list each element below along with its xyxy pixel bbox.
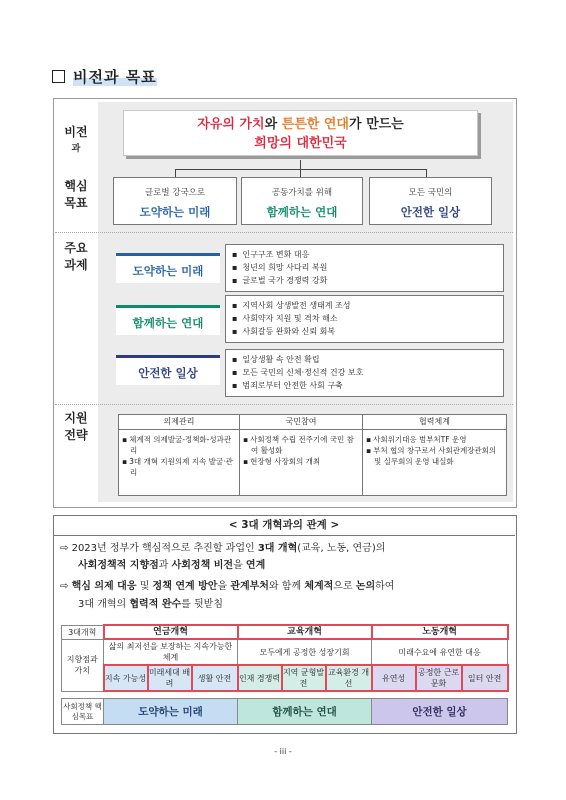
reform-value: 교육환경 개선 bbox=[326, 665, 372, 691]
reform-aim: 삶의 최저선을 보장하는 지속가능한 체계 bbox=[104, 639, 238, 665]
support-col-agenda: 의제관리 ▪ 체계적 의제발굴-정책화-성과관리 ▪ 3대 개혁 지원의제 지속 발굴·관리 bbox=[119, 415, 240, 495]
section-heading bbox=[52, 66, 157, 87]
divider bbox=[55, 232, 513, 233]
task-list-future: ▪ 인구구조 변화 대응 ▪ 청년의 희망 사다리 복원 ▪ 글로벌 국가 경쟁력 강화 bbox=[225, 244, 504, 292]
reform-pension: 연금개혁 bbox=[104, 625, 238, 639]
arrow-icon: ⇨ bbox=[60, 581, 69, 592]
social-goal-future: 도약하는 미래 bbox=[104, 699, 238, 725]
relation-bullet-2-cont: 3대 개혁의 협력적 완수를 뒷받침 bbox=[78, 599, 223, 610]
vision-box: 자유의 가치와 튼튼한 연대가 만드는 희망의 대한민국 bbox=[123, 110, 478, 156]
page-number: - iii - bbox=[274, 747, 292, 756]
support-col-cooperation: 협력체계 ▪ 사회위기대응 범부처TF 운영 ▪ 부처 협의 창구로서 사회관계장관회의 및 실무회의 운영 내실화 bbox=[363, 415, 506, 495]
relation-bullet-2: ⇨ 핵심 의제 대응 및 정책 연계 방안을 관계부처와 함께 체계적으로 논의하여 bbox=[60, 581, 395, 592]
connector-line bbox=[300, 160, 301, 169]
reform-aim: 미래수요에 유연한 대응 bbox=[372, 639, 508, 665]
goal-box-future: 글로벌 강국으로 도약하는 미래 bbox=[113, 177, 237, 225]
relation-title: < 3대 개혁과의 관계 > bbox=[53, 515, 515, 536]
row-label-goals: 핵심 목표 bbox=[64, 179, 88, 210]
reform-value: 미래세대 배려 bbox=[148, 665, 192, 691]
reform-labor: 노동개혁 bbox=[372, 625, 508, 639]
task-head-future: 도약하는 미래 bbox=[116, 253, 220, 283]
reform-table bbox=[61, 624, 509, 692]
reform-aim: 모두에게 공정한 성장기회 bbox=[238, 639, 372, 665]
task-list-solidarity: ▪ 지역사회 상생발전 생태계 조성 ▪ 사회약자 지원 및 격차 해소 ▪ 사회갈등 완화와 신뢰 회복 bbox=[225, 295, 504, 343]
reform-value: 인재 경쟁력 bbox=[238, 665, 282, 691]
connector-line bbox=[300, 169, 301, 177]
relation-bullet-1: ⇨ 2023년 정부가 핵심적으로 추진할 과업인 3대 개혁(교육, 노동, 연금)의 bbox=[60, 543, 386, 554]
row-label-tasks: 주요 과제 bbox=[64, 241, 88, 272]
social-goal-table bbox=[61, 698, 508, 725]
reform-value: 생활 안전 bbox=[192, 665, 238, 691]
social-goal-solidarity: 함께하는 연대 bbox=[238, 699, 372, 725]
goal-box-solidarity: 공동가치를 위해 함께하는 연대 bbox=[241, 177, 363, 225]
reform-row-head: 지향점과 가치 bbox=[62, 639, 104, 691]
social-goal-head: 사회정책 핵심목표 bbox=[62, 699, 104, 725]
vision-text-line2: 희망의 대한민국 bbox=[254, 136, 347, 151]
support-table bbox=[118, 414, 507, 496]
divider bbox=[55, 404, 513, 405]
task-list-safety: ▪ 일상생활 속 안전 확립 ▪ 모든 국민의 신체·정신적 건강 보호 ▪ 범죄로부터 안전한 사회 구축 bbox=[225, 349, 504, 397]
checkbox-square-icon bbox=[52, 70, 65, 83]
reform-value: 유연성 bbox=[372, 665, 416, 691]
reform-value: 공정한 근로문화 bbox=[416, 665, 462, 691]
vision-text-freedom: 자유의 가치 bbox=[197, 117, 265, 132]
connector-line bbox=[175, 169, 176, 177]
row-label-vision: 비전 과 bbox=[64, 125, 88, 154]
reform-value: 일터 안전 bbox=[462, 665, 508, 691]
vision-text-solidarity: 튼튼한 연대 bbox=[281, 117, 349, 132]
reform-value: 지역 균형발전 bbox=[282, 665, 326, 691]
reform-table-corner: 3대개혁 bbox=[62, 625, 104, 639]
section-heading-text: 비전과 목표 bbox=[73, 68, 157, 86]
relation-bullet-1-cont: 사회정책적 지향점과 사회정책 비전을 연계 bbox=[78, 560, 266, 571]
task-head-solidarity: 함께하는 연대 bbox=[116, 305, 220, 335]
row-label-support: 지원 전략 bbox=[64, 411, 88, 442]
reform-education: 교육개혁 bbox=[238, 625, 372, 639]
connector-line bbox=[426, 169, 427, 177]
reform-value: 지속 가능성 bbox=[104, 665, 148, 691]
task-head-safety: 안전한 일상 bbox=[116, 355, 220, 385]
support-col-participation: 국민참여 ▪ 사회정책 수립 전주기에 국민 참여 활성화 ▪ 현장형 사장회의 개최 bbox=[240, 415, 363, 495]
social-goal-safety: 안전한 일상 bbox=[372, 699, 508, 725]
goal-box-safety: 모든 국민의 안전한 일상 bbox=[369, 177, 492, 225]
arrow-icon: ⇨ bbox=[60, 543, 69, 554]
